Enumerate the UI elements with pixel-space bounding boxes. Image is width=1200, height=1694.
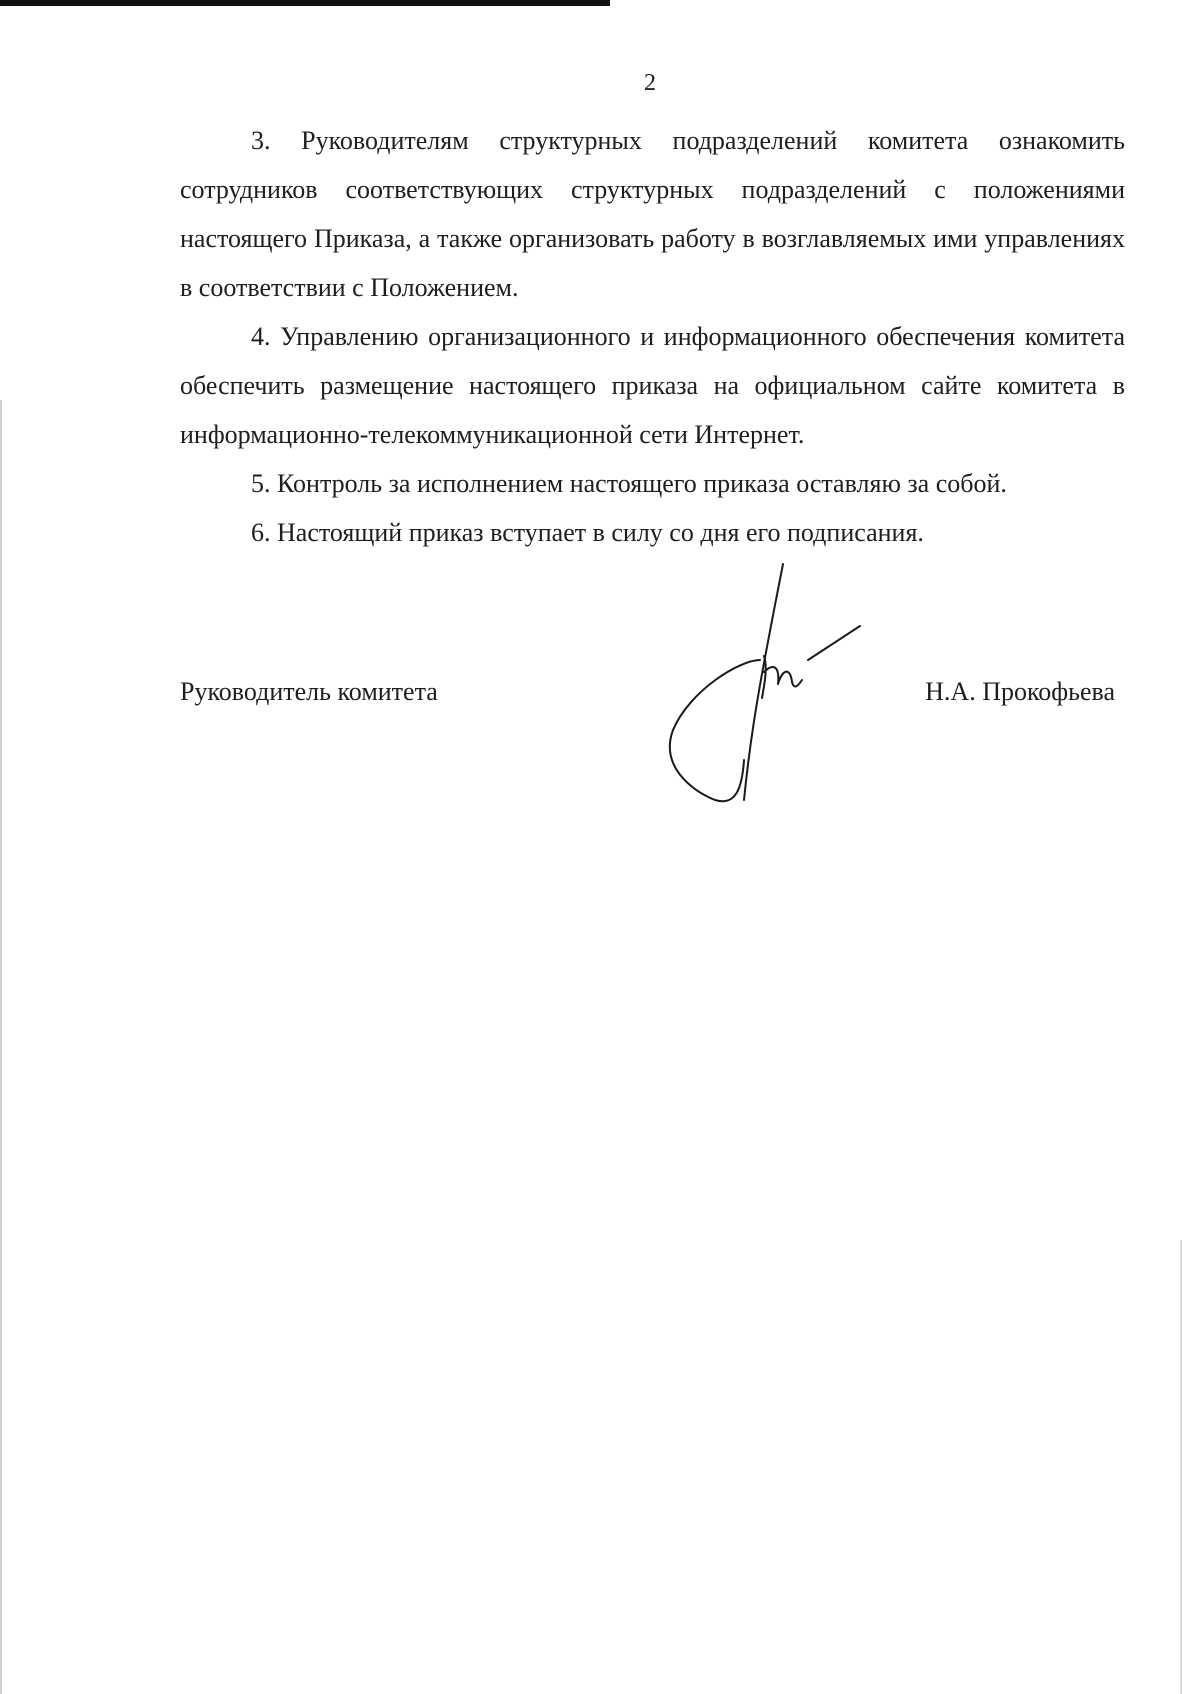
page-number: 2 [644,70,656,96]
paragraph-3-text: Руководителям структурных подразделений комитета ознакомить сотрудников соответствующих структурных подразделений с положениями настоящего Приказа, а также организовать работу в возглавляемых ими управлениях в соответствии с Положением. [180,126,1125,302]
paragraph-5-text: Контроль за исполнением настоящего приказа оставляю за собой. [277,469,1007,498]
paragraph-3 [180,116,1125,312]
paragraph-4 [180,312,1125,459]
paragraph-4-text: Управлению организационного и информационного обеспечения комитета обеспечить размещение настоящего приказа на официальном сайте комитета в информационно-телекоммуникационной сети Интернет. [180,322,1126,449]
paragraph-4-number: 4. [251,322,271,351]
paragraph-6-text: Настоящий приказ вступает в силу со дня его подписания. [277,518,924,547]
scan-top-edge-mark [0,0,610,6]
handwritten-signature-icon [660,560,880,810]
signatory-name: Н.А. Прокофьева [925,677,1115,706]
paragraph-6 [180,508,1125,557]
paragraph-5 [180,459,1125,508]
paragraph-5-number: 5. [251,469,271,498]
scan-left-edge-mark [0,400,2,1694]
document-body [180,116,1125,557]
signatory-position: Руководитель комитета [180,677,438,706]
paragraph-3-number: 3. [251,126,271,155]
scan-right-edge-mark [1180,1240,1182,1694]
paragraph-6-number: 6. [251,518,271,547]
